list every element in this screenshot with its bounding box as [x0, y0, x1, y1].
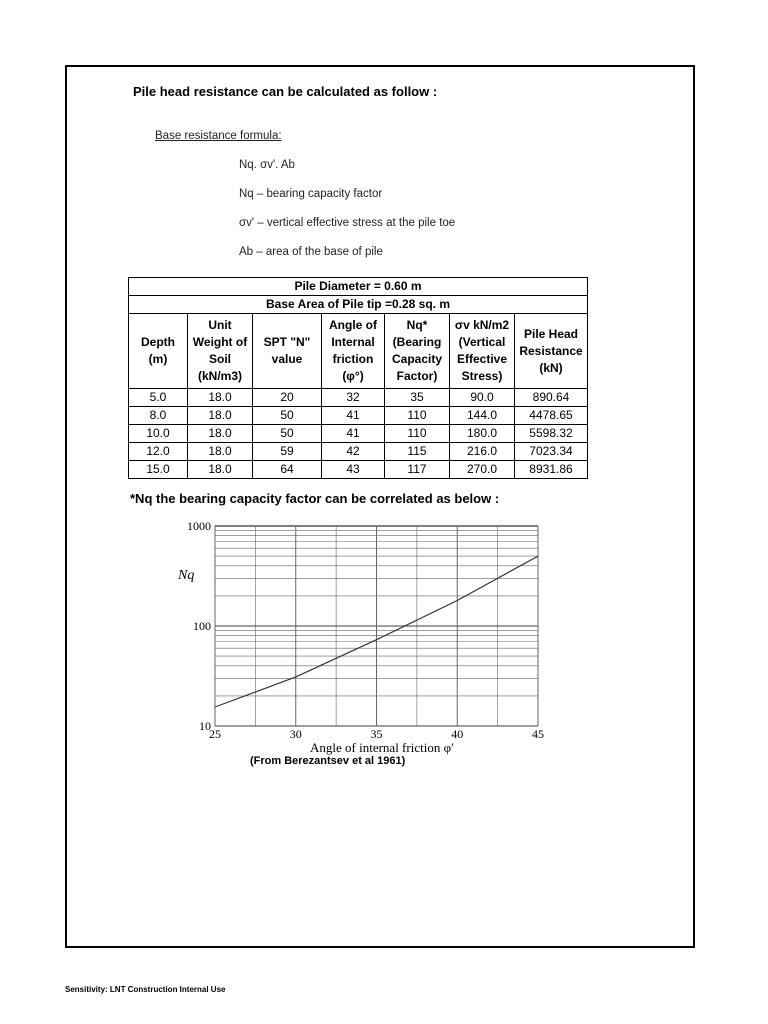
- y-tick-label: 1000: [187, 519, 211, 533]
- table-cell: 110: [385, 407, 450, 425]
- table-cell: 5.0: [129, 389, 188, 407]
- table-cell: 15.0: [129, 461, 188, 479]
- table-cell: 18.0: [188, 461, 253, 479]
- table-row: [129, 443, 588, 461]
- table-cell: 216.0: [450, 443, 515, 461]
- table-cell: 50: [253, 407, 322, 425]
- y-tick-label: 100: [193, 619, 211, 633]
- table-title-base-area: Base Area of Pile tip =0.28 sq. m: [129, 296, 588, 314]
- col-header-nq: Nq* (Bearing Capacity Factor): [385, 314, 450, 389]
- table-cell: 18.0: [188, 425, 253, 443]
- table-row: [129, 389, 588, 407]
- col-header-spt: SPT "N" value: [253, 314, 322, 389]
- table-cell: 117: [385, 461, 450, 479]
- table-cell: 12.0: [129, 443, 188, 461]
- table-cell: 890.64: [515, 389, 588, 407]
- nq-correlation-chart: [160, 512, 560, 772]
- table-cell: 110: [385, 425, 450, 443]
- table-cell: 20: [253, 389, 322, 407]
- y-tick-label: 10: [199, 719, 211, 733]
- table-cell: 270.0: [450, 461, 515, 479]
- table-row: [129, 407, 588, 425]
- table-cell: 8.0: [129, 407, 188, 425]
- table-cell: 18.0: [188, 443, 253, 461]
- table-cell: 50: [253, 425, 322, 443]
- formula-line: Ab – area of the base of pile: [239, 246, 383, 258]
- formula-line: σv' – vertical effective stress at the pile toe: [239, 217, 456, 229]
- pile-resistance-table: [128, 277, 588, 479]
- formula-line: Nq – bearing capacity factor: [239, 188, 383, 200]
- formula-block: [155, 130, 456, 258]
- table-cell: 35: [385, 389, 450, 407]
- chart-x-label: Angle of internal friction φ′: [310, 740, 454, 755]
- table-cell: 42: [322, 443, 385, 461]
- table-cell: 18.0: [188, 389, 253, 407]
- chart-source: (From Berezantsev et al 1961): [250, 755, 406, 767]
- col-header-friction-angle: Angle of Internal friction (φ°): [322, 314, 385, 389]
- table-cell: 144.0: [450, 407, 515, 425]
- table-cell: 10.0: [129, 425, 188, 443]
- table-cell: 64: [253, 461, 322, 479]
- table-cell: 115: [385, 443, 450, 461]
- footer-sensitivity: Sensitivity: LNT Construction Internal Use: [65, 985, 226, 994]
- table-row: [129, 461, 588, 479]
- table-cell: 5598.32: [515, 425, 588, 443]
- intro-text: Pile head resistance can be calculated as follow :: [133, 84, 438, 99]
- table-cell: 43: [322, 461, 385, 479]
- table-cell: 32: [322, 389, 385, 407]
- table-row: [129, 425, 588, 443]
- formula-line: Nq. σv'. Ab: [239, 159, 295, 171]
- table-cell: 4478.65: [515, 407, 588, 425]
- x-tick-label: 35: [370, 727, 383, 741]
- col-header-pile-head-resistance: Pile Head Resistance (kN): [515, 314, 588, 389]
- table-cell: 41: [322, 425, 385, 443]
- table-cell: 41: [322, 407, 385, 425]
- formula-heading: Base resistance formula:: [155, 130, 282, 142]
- table-cell: 8931.86: [515, 461, 588, 479]
- x-tick-label: 25: [209, 727, 221, 741]
- x-tick-label: 30: [289, 727, 302, 741]
- table-cell: 7023.34: [515, 443, 588, 461]
- table-cell: 18.0: [188, 407, 253, 425]
- table-cell: 59: [253, 443, 322, 461]
- x-tick-label: 40: [451, 727, 464, 741]
- x-tick-label: 45: [532, 727, 544, 741]
- table-cell: 180.0: [450, 425, 515, 443]
- correlation-note: *Nq the bearing capacity factor can be correlated as below :: [130, 491, 500, 506]
- col-header-unit-weight: Unit Weight of Soil (kN/m3): [188, 314, 253, 389]
- table-title-diameter: Pile Diameter = 0.60 m: [129, 278, 588, 296]
- chart-y-label: Nq: [178, 568, 195, 583]
- col-header-depth: Depth (m): [129, 314, 188, 389]
- col-header-vertical-stress: σv kN/m2 (Vertical Effective Stress): [450, 314, 515, 389]
- table-cell: 90.0: [450, 389, 515, 407]
